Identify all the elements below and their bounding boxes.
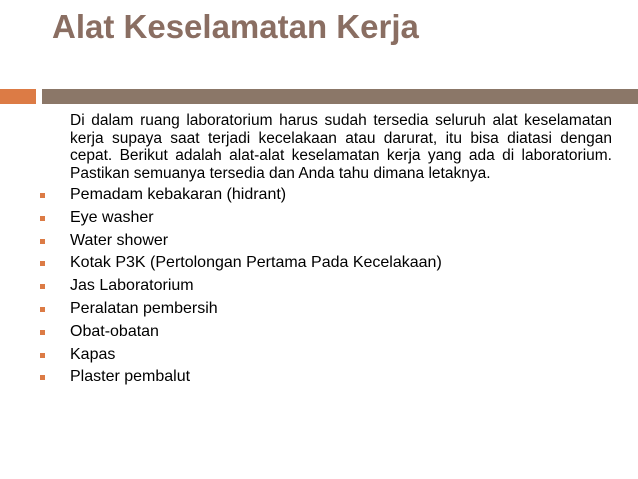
square-bullet-icon — [40, 353, 45, 358]
square-bullet-icon — [40, 193, 45, 198]
divider-accent-bar — [0, 89, 36, 104]
list-item — [36, 275, 612, 298]
list-item-label: Water shower — [70, 231, 169, 249]
list-item-label: Jas Laboratorium — [70, 277, 194, 295]
list-item — [36, 230, 612, 253]
slide-content — [36, 112, 612, 389]
list-item-label: Pemadam kebakaran (hidrant) — [70, 186, 287, 203]
square-bullet-icon — [40, 216, 45, 221]
intro-paragraph: Di dalam ruang laboratorium harus sudah tersedia seluruh alat keselamatan kerja supaya saat terjadi kecelakaan atau darurat, itu bisa diatasi dengan cepat. Berikut adalah alat-alat keselamatan kerja yang ada di laboratorium. Pastikan semuanya tersedia dan Anda tahu dimana letaknya. — [70, 112, 612, 182]
list-item-label: Plaster pembalut — [70, 368, 191, 386]
list-item — [36, 252, 612, 275]
list-item-label: Peralatan pembersih — [70, 299, 218, 317]
list-item — [36, 298, 612, 321]
list-item — [36, 344, 612, 367]
list-item — [36, 184, 612, 207]
list-item-label: Kapas — [70, 345, 116, 363]
list-item — [36, 207, 612, 230]
list-item-label: Obat-obatan — [70, 322, 159, 340]
divider-bar — [42, 89, 638, 104]
list-item — [36, 321, 612, 344]
square-bullet-icon — [40, 284, 45, 289]
list-item — [36, 366, 612, 389]
square-bullet-icon — [40, 261, 45, 266]
square-bullet-icon — [40, 307, 45, 312]
safety-equipment-list — [36, 184, 612, 389]
square-bullet-icon — [40, 330, 45, 335]
slide-title: Alat Keselamatan Kerja — [52, 8, 419, 45]
square-bullet-icon — [40, 239, 45, 244]
list-item-label: Eye washer — [70, 208, 154, 226]
square-bullet-icon — [40, 375, 45, 380]
list-item-label: Kotak P3K (Pertolongan Pertama Pada Kecelakaan) — [70, 254, 442, 272]
